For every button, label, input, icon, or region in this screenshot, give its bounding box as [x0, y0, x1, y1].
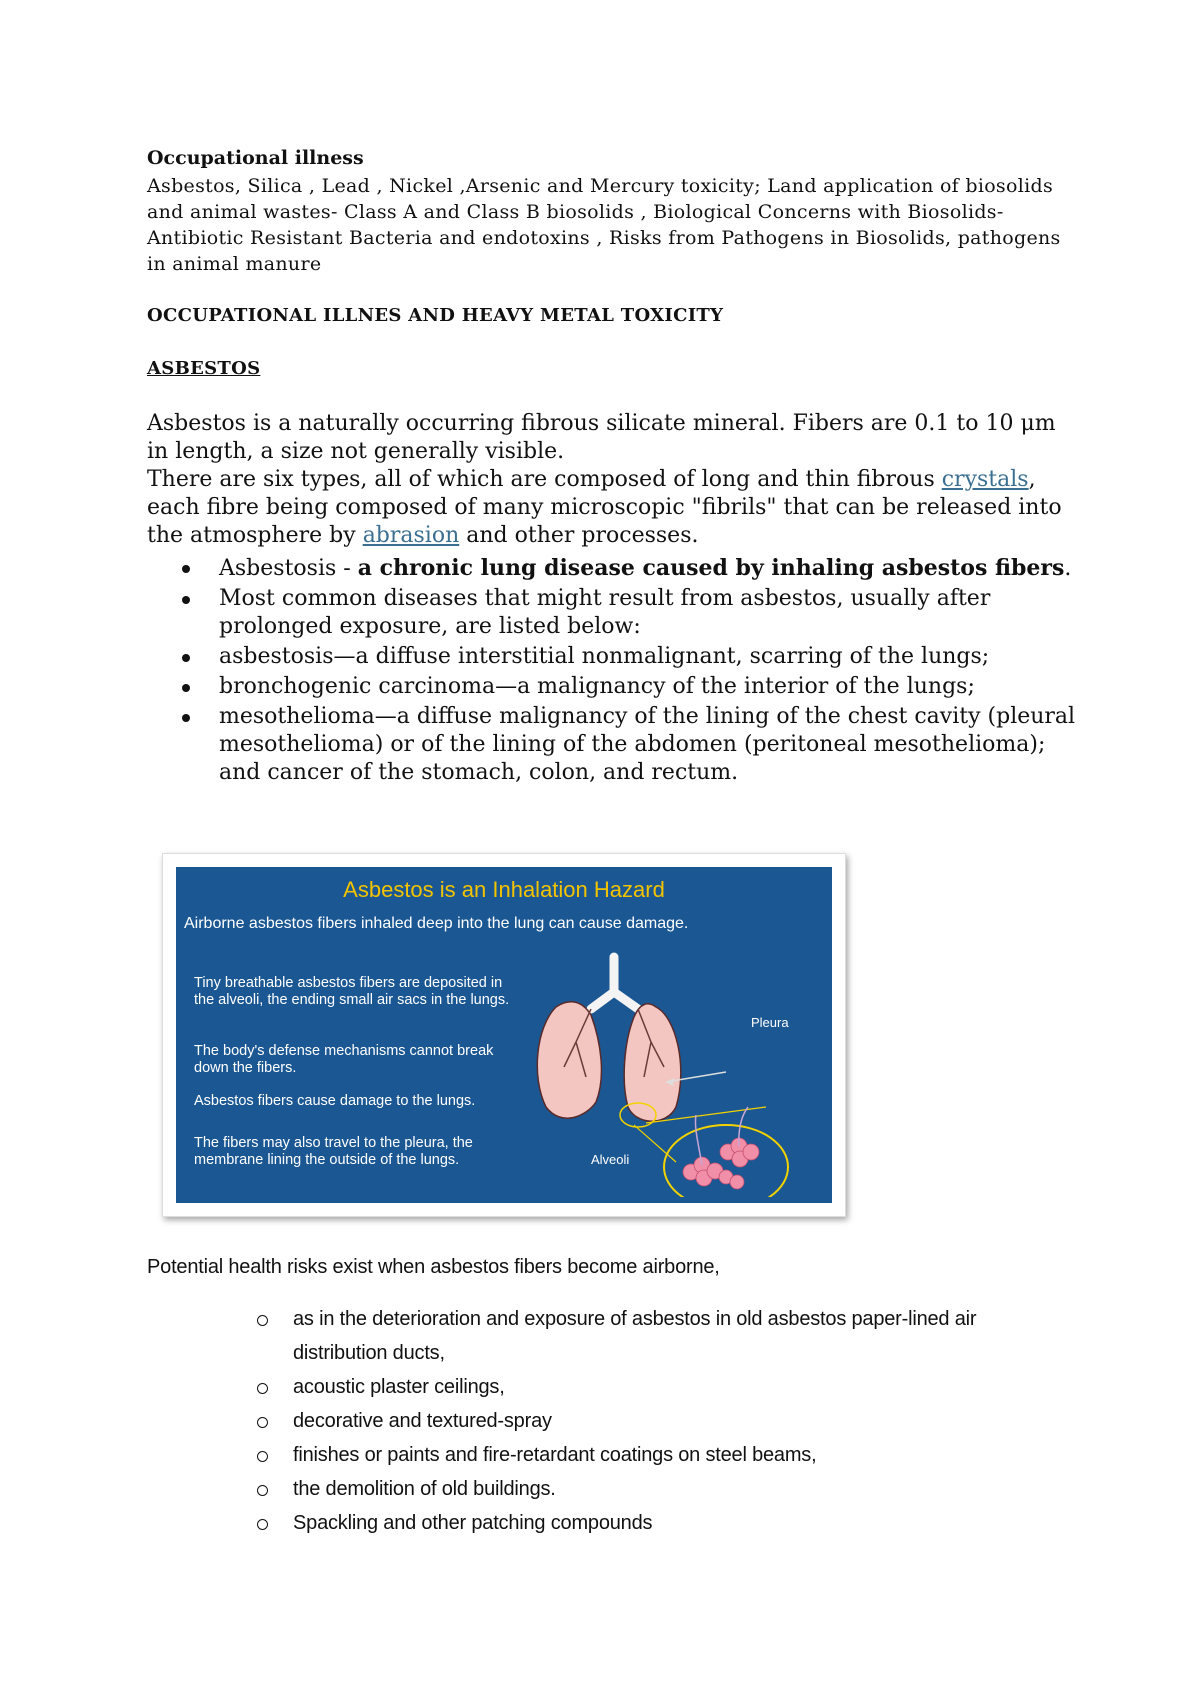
- list-item: [147, 703, 1077, 787]
- intro-text: Asbestos, Silica , Lead , Nickel ,Arsenic and Mercury toxicity; Land application of biosolids and animal wastes- Class A and Class B biosolids , Biological Concerns with Biosolids-Antibiotic Resistant Bacteria and endotoxins , Risks from Pathogens in Biosolids, pathogens in animal manure: [147, 175, 1061, 275]
- label-alveoli: Alveoli: [591, 1152, 630, 1167]
- list-item: [147, 1370, 1067, 1404]
- paragraph-types-part2: , each fibre being composed of many microscopic "fibrils" that can be released into the atmosphere by: [147, 467, 1062, 548]
- list-item-text: Most common diseases that might result from asbestos, usually after prolonged exposure, are listed below:: [219, 586, 991, 639]
- bullet-icon: [182, 565, 190, 573]
- paragraph-definition: Asbestos is a naturally occurring fibrous silicate mineral. Fibers are 0.1 to 10 μm in length, a size not generally visible.: [147, 411, 1056, 464]
- list-item-text: the demolition of old buildings.: [293, 1478, 556, 1500]
- circle-bullet-icon: [257, 1417, 268, 1428]
- bullet-icon: [182, 596, 190, 604]
- list-item: [147, 554, 1077, 583]
- asbestos-figure: [162, 853, 846, 1217]
- list-item: [147, 643, 1077, 671]
- list-item: [147, 1302, 1067, 1370]
- figure-point: The body's defense mechanisms cannot break down the fibers.: [194, 1043, 494, 1076]
- figure-point: Asbestos fibers cause damage to the lungs.: [194, 1093, 476, 1109]
- list-item-text: finishes or paints and fire-retardant coatings on steel beams,: [293, 1444, 817, 1466]
- figure-point: The fibers may also travel to the pleura, the membrane lining the outside of the lungs.: [194, 1135, 473, 1168]
- label-pleura: Pleura: [751, 1015, 789, 1030]
- lung-diagram-icon: [516, 947, 826, 1197]
- disease-list: [147, 554, 1077, 789]
- paragraph-types-part1: There are six types, all of which are composed of long and thin fibrous: [147, 467, 942, 492]
- link-crystals[interactable]: crystals: [941, 467, 1029, 492]
- list-item: [147, 1404, 1067, 1438]
- list-item-text: Asbestosis -: [219, 556, 358, 581]
- list-item: [147, 1438, 1067, 1472]
- bullet-icon: [182, 654, 190, 662]
- list-item-text: bronchogenic carcinoma—a malignancy of the interior of the lungs;: [219, 674, 975, 699]
- list-item-text: mesothelioma—a diffuse malignancy of the lining of the chest cavity (pleural mesothelioma) or of the lining of the abdomen (peritoneal mesothelioma); and cancer of the stomach, colon, and rectum.: [219, 704, 1076, 785]
- list-item: [147, 1506, 1067, 1540]
- circle-bullet-icon: [257, 1485, 268, 1496]
- link-abrasion[interactable]: abrasion: [362, 523, 460, 548]
- circle-bullet-icon: [257, 1451, 268, 1462]
- list-item: [147, 1472, 1067, 1506]
- circle-bullet-icon: [257, 1315, 268, 1326]
- list-item-bold-text: a chronic lung disease caused by inhaling asbestos fibers: [357, 555, 1065, 581]
- figure-title: Asbestos is an Inhalation Hazard: [343, 877, 665, 902]
- risk-list: [147, 1302, 1067, 1540]
- paragraph-types: [147, 466, 1067, 550]
- circle-bullet-icon: [257, 1383, 268, 1394]
- list-item-text: asbestosis—a diffuse interstitial nonmalignant, scarring of the lungs;: [219, 644, 990, 669]
- paragraph-types-part3: and other processes.: [459, 523, 699, 548]
- list-item-text: as in the deterioration and exposure of asbestos in old asbestos paper-lined air distribution ducts,: [293, 1308, 977, 1364]
- list-item: [147, 673, 1077, 701]
- bullet-icon: [182, 684, 190, 692]
- section-heading-asbestos: ASBESTOS: [147, 358, 261, 379]
- risk-lead: Potential health risks exist when asbestos fibers become airborne,: [147, 1256, 720, 1278]
- list-item: [147, 585, 1077, 641]
- list-item-text: Spackling and other patching compounds: [293, 1512, 653, 1534]
- bullet-icon: [182, 714, 190, 722]
- list-item-text: acoustic plaster ceilings,: [293, 1376, 505, 1398]
- figure-lead: Airborne asbestos fibers inhaled deep into the lung can cause damage.: [184, 915, 689, 932]
- list-item-text: .: [1064, 556, 1072, 581]
- circle-bullet-icon: [257, 1519, 268, 1530]
- figure-slide: [176, 867, 832, 1203]
- list-item-text: decorative and textured-spray: [293, 1410, 552, 1432]
- figure-point: Tiny breathable asbestos fibers are deposited in the alveoli, the ending small air sacs in the lungs.: [194, 975, 510, 1008]
- intro-title: Occupational illness: [147, 147, 364, 169]
- main-heading: OCCUPATIONAL ILLNES AND HEAVY METAL TOXICITY: [147, 305, 724, 326]
